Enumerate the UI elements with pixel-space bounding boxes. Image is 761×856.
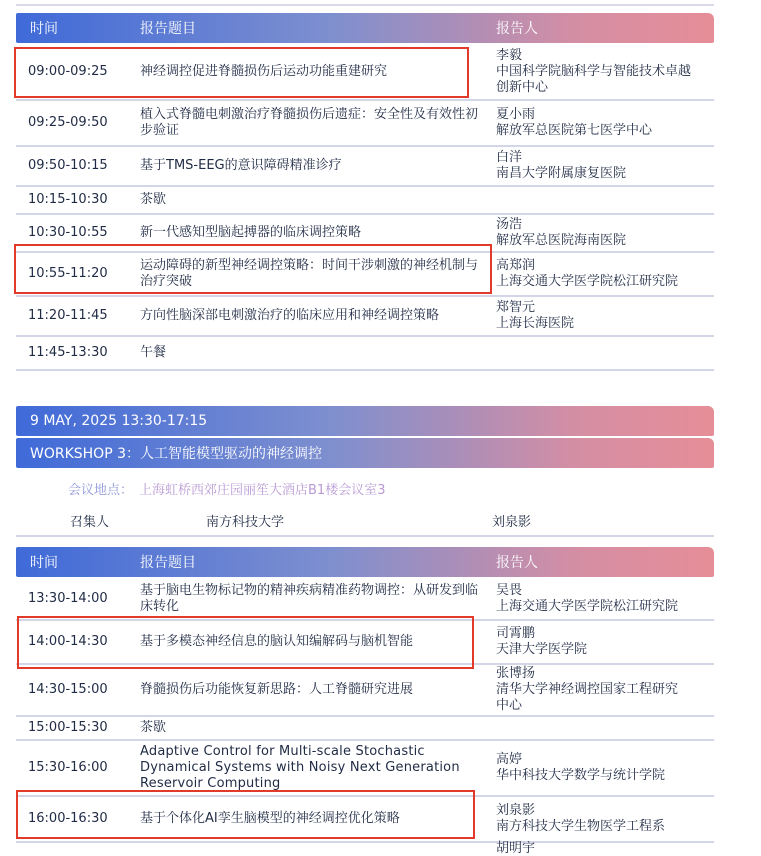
speaker-name: 高婷	[496, 752, 523, 767]
speaker-affiliation: 解放军总医院第七医学中心	[496, 123, 653, 138]
row-time: 14:00-14:30	[28, 634, 108, 649]
speaker-affiliation: 华中科技大学数学与统计学院	[496, 768, 666, 783]
header-title: 报告题目	[140, 21, 196, 37]
table-row	[16, 741, 714, 797]
header-title: 报告题目	[140, 555, 196, 571]
row-time: 09:00-09:25	[28, 64, 108, 79]
row-time: 15:00-15:30	[28, 720, 108, 735]
session-date: 9 MAY, 2025 13:30-17:15	[30, 413, 208, 429]
speaker-affiliation-cont: 创新中心	[496, 80, 549, 95]
row-time: 16:00-16:30	[28, 811, 108, 826]
row-title: Adaptive Control for Multi-scale Stochastic Dynamical Systems with Noisy Next Generation Reservoir Computing	[140, 744, 460, 791]
row-speaker	[496, 258, 716, 290]
row-time: 13:30-14:00	[28, 591, 108, 606]
speaker-affiliation: 上海交通大学医学院松江研究院	[496, 274, 679, 289]
row-title: 基于个体化AI孪生脑模型的神经调控优化策略	[140, 811, 400, 826]
convener-label: 召集人	[70, 515, 110, 530]
speaker-name: 夏小雨	[496, 107, 536, 122]
convener-divider	[16, 535, 714, 537]
row-title: 神经调控促进脊髓损伤后运动功能重建研究	[140, 64, 388, 79]
row-title: 基于脑电生物标记物的精神疾病精准药物调控：从研发到临床转化	[140, 583, 479, 614]
speaker-affiliation: 清华大学神经调控国家工程研究	[496, 682, 679, 697]
convener-name: 刘泉影	[492, 515, 532, 530]
row-speaker	[496, 583, 716, 615]
row-speaker	[496, 300, 716, 332]
row-title: 脊髓损伤后功能恢复新思路：人工脊髓研究进展	[140, 682, 414, 697]
speaker-name: 李毅	[496, 48, 523, 63]
row-title: 午餐	[140, 345, 167, 360]
table-row	[16, 579, 714, 621]
row-speaker	[496, 217, 716, 249]
speaker-affiliation-cont: 中心	[496, 698, 523, 713]
row-time: 09:50-10:15	[28, 158, 108, 173]
speaker-affiliation: 天津大学医学院	[496, 642, 588, 657]
header-time: 时间	[30, 555, 58, 571]
row-time: 11:20-11:45	[28, 308, 108, 323]
speaker-affiliation: 上海长海医院	[496, 316, 575, 331]
row-speaker	[496, 150, 716, 182]
workshop-title: WORKSHOP 3：人工智能模型驱动的神经调控	[30, 446, 323, 462]
row-title: 运动障碍的新型神经调控策略：时间干涉刺激的神经机制与治疗突破	[140, 258, 479, 289]
row-speaker	[496, 752, 716, 784]
partial-next-speaker: 胡明宇	[496, 841, 536, 856]
speaker-affiliation: 上海交通大学医学院松江研究院	[496, 599, 679, 614]
header-time: 时间	[30, 21, 58, 37]
speaker-affiliation: 中国科学院脑科学与智能技术卓越	[496, 64, 692, 79]
highlight-box	[17, 616, 474, 669]
row-title: 茶歇	[140, 720, 167, 735]
speaker-name: 高郑润	[496, 258, 536, 273]
speaker-affiliation: 南方科技大学生物医学工程系	[496, 819, 666, 834]
highlight-box	[16, 790, 475, 839]
convener-org: 南方科技大学	[206, 515, 285, 530]
row-time: 14:30-15:00	[28, 682, 108, 697]
top-divider	[16, 4, 714, 6]
row-speaker	[496, 626, 716, 658]
row-time: 10:15-10:30	[28, 192, 108, 207]
row-time: 15:30-16:00	[28, 760, 108, 775]
venue-line	[68, 479, 385, 498]
venue-label: 会议地点：	[68, 483, 134, 498]
row-speaker	[496, 107, 716, 139]
row-time: 09:25-09:50	[28, 115, 108, 130]
row-title: 基于TMS-EEG的意识障碍精准诊疗	[140, 158, 342, 173]
speaker-name: 白洋	[496, 150, 523, 165]
table-row	[16, 297, 714, 337]
speaker-name: 汤浩	[496, 217, 523, 232]
speaker-name: 刘泉影	[496, 803, 536, 818]
header-speaker: 报告人	[496, 21, 538, 37]
row-time: 10:55-11:20	[28, 266, 108, 281]
table-row	[16, 337, 714, 371]
row-time: 10:30-10:55	[28, 225, 108, 240]
workshop-bar	[16, 438, 714, 468]
table-row	[16, 665, 714, 717]
row-time: 11:45-13:30	[28, 345, 108, 360]
table2-header	[16, 547, 714, 577]
speaker-name: 张博扬	[496, 666, 536, 681]
row-title: 方向性脑深部电刺激治疗的临床应用和神经调控策略	[140, 308, 440, 323]
row-speaker	[496, 666, 716, 714]
highlight-box	[14, 244, 492, 294]
speaker-name: 司霄鹏	[496, 626, 536, 641]
venue-value: 上海虹桥西郊庄园丽笙大酒店B1楼会议室3	[139, 483, 386, 498]
row-title: 茶歇	[140, 192, 167, 207]
speaker-affiliation: 南昌大学附属康复医院	[496, 166, 627, 181]
speaker-name: 郑智元	[496, 300, 536, 315]
table-row	[16, 717, 714, 741]
row-speaker	[496, 803, 716, 835]
table-row	[16, 187, 714, 215]
header-speaker: 报告人	[496, 555, 538, 571]
speaker-affiliation: 解放军总医院海南医院	[496, 233, 627, 248]
speaker-name: 吴畏	[496, 583, 523, 598]
table-row	[16, 147, 714, 187]
table-row	[16, 101, 714, 147]
row-speaker	[496, 48, 716, 96]
row-title: 基于多模态神经信息的脑认知编解码与脑机智能	[140, 634, 414, 649]
row-title: 新一代感知型脑起搏器的临床调控策略	[140, 225, 362, 240]
row-title: 植入式脊髓电刺激治疗脊髓损伤后遗症：安全性及有效性初步验证	[140, 107, 479, 138]
highlight-box	[14, 47, 469, 98]
session-date-bar	[16, 406, 714, 436]
table1-header	[16, 13, 714, 43]
